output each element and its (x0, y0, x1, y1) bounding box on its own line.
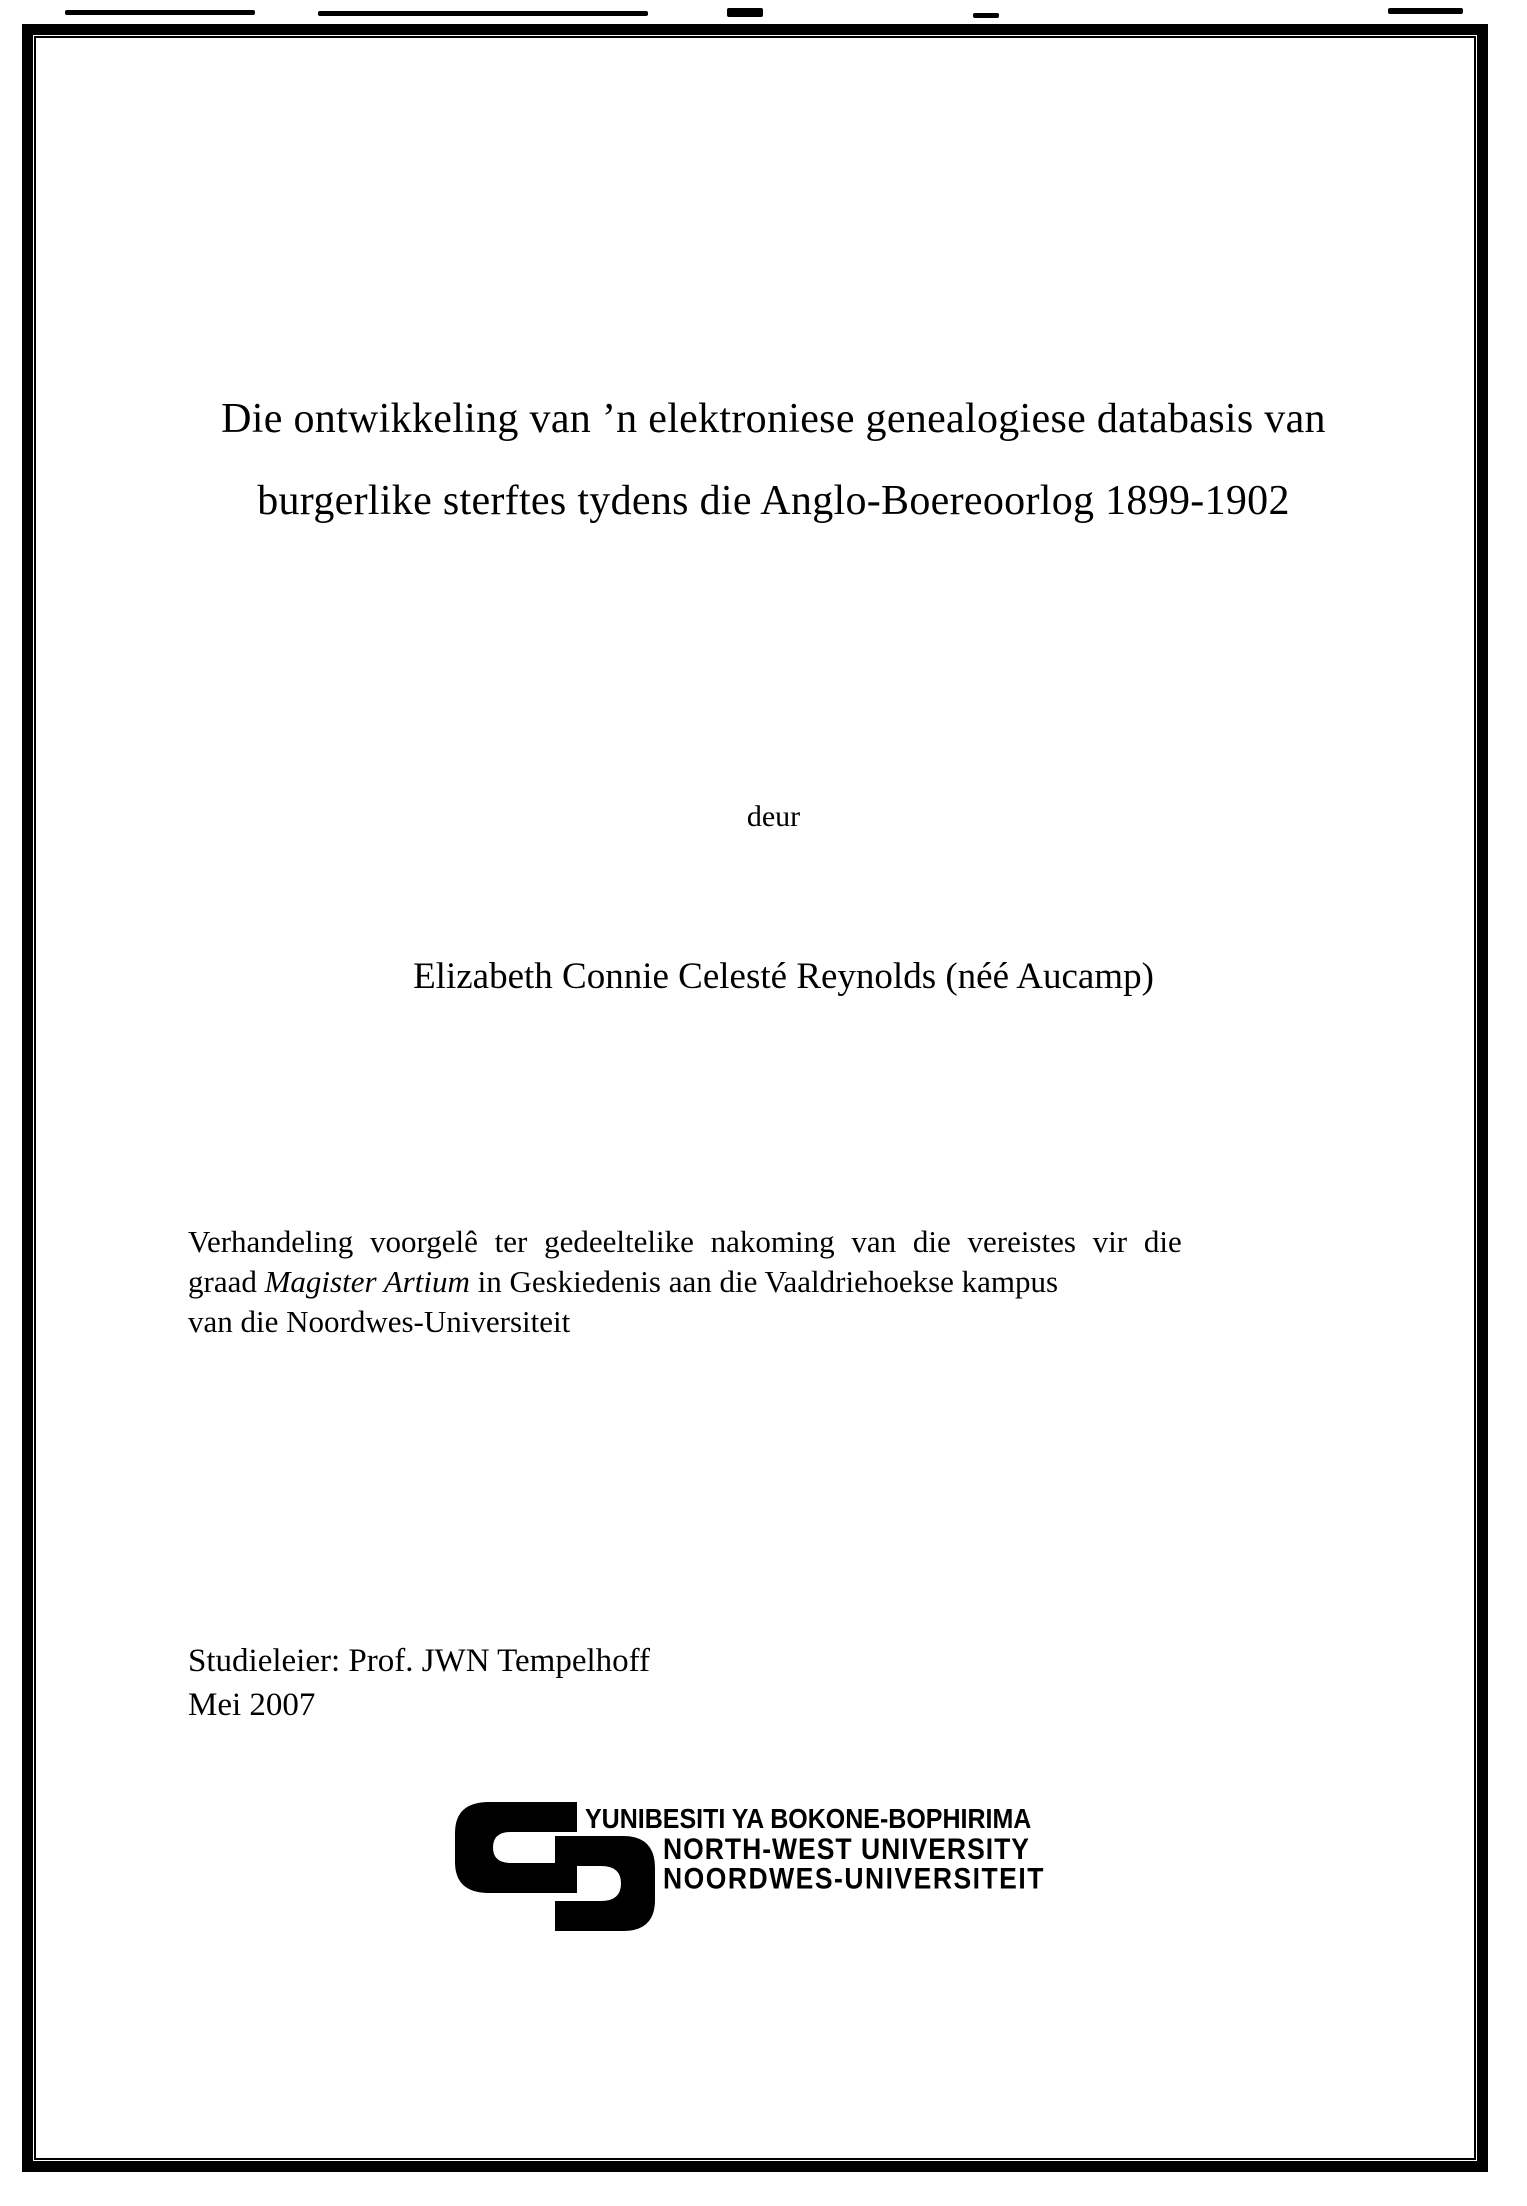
degree-statement-line2-post: in Geskiedenis aan die Vaaldriehoekse kampus (469, 1264, 1059, 1299)
logo-line-english: NORTH-WEST UNIVERSITY (663, 1832, 1030, 1866)
scan-artifact (1388, 8, 1463, 14)
degree-statement (188, 1222, 1348, 1342)
logo-line-afrikaans: NOORDWES-UNIVERSITEIT (663, 1862, 1045, 1896)
thesis-title (20, 378, 1527, 542)
scan-artifact (65, 10, 255, 15)
thesis-title-line2: burgerlike sterftes tydens die Anglo-Boereoorlog 1899-1902 (257, 478, 1290, 524)
degree-statement-line1: Verhandeling voorgelê ter gedeeltelike nakoming van die vereistes vir die (188, 1224, 1182, 1259)
university-logo-text (585, 1805, 1045, 1894)
scan-artifact (727, 8, 763, 17)
scan-artifact (973, 13, 999, 18)
scan-artifact (318, 11, 648, 16)
author-name: Elizabeth Connie Celesté Reynolds (néé Aucamp) (413, 956, 1154, 997)
byline-label: deur (746, 800, 801, 833)
date-line: Mei 2007 (188, 1687, 316, 1723)
logo-line-setswana: YUNIBESITI YA BOKONE-BOPHIRIMA (585, 1803, 1032, 1835)
degree-name: Magister Artium (264, 1264, 470, 1299)
supervisor-block (188, 1639, 650, 1727)
degree-statement-line3: van die Noordwes-Universiteit (188, 1304, 571, 1339)
thesis-title-line1: Die ontwikkeling van ’n elektroniese genealogiese databasis van (221, 396, 1326, 442)
degree-statement-line2 (188, 1262, 1348, 1302)
supervisor-line: Studieleier: Prof. JWN Tempelhoff (188, 1643, 651, 1679)
university-logo (455, 1800, 1105, 1940)
degree-statement-line2-pre: graad (188, 1264, 265, 1299)
